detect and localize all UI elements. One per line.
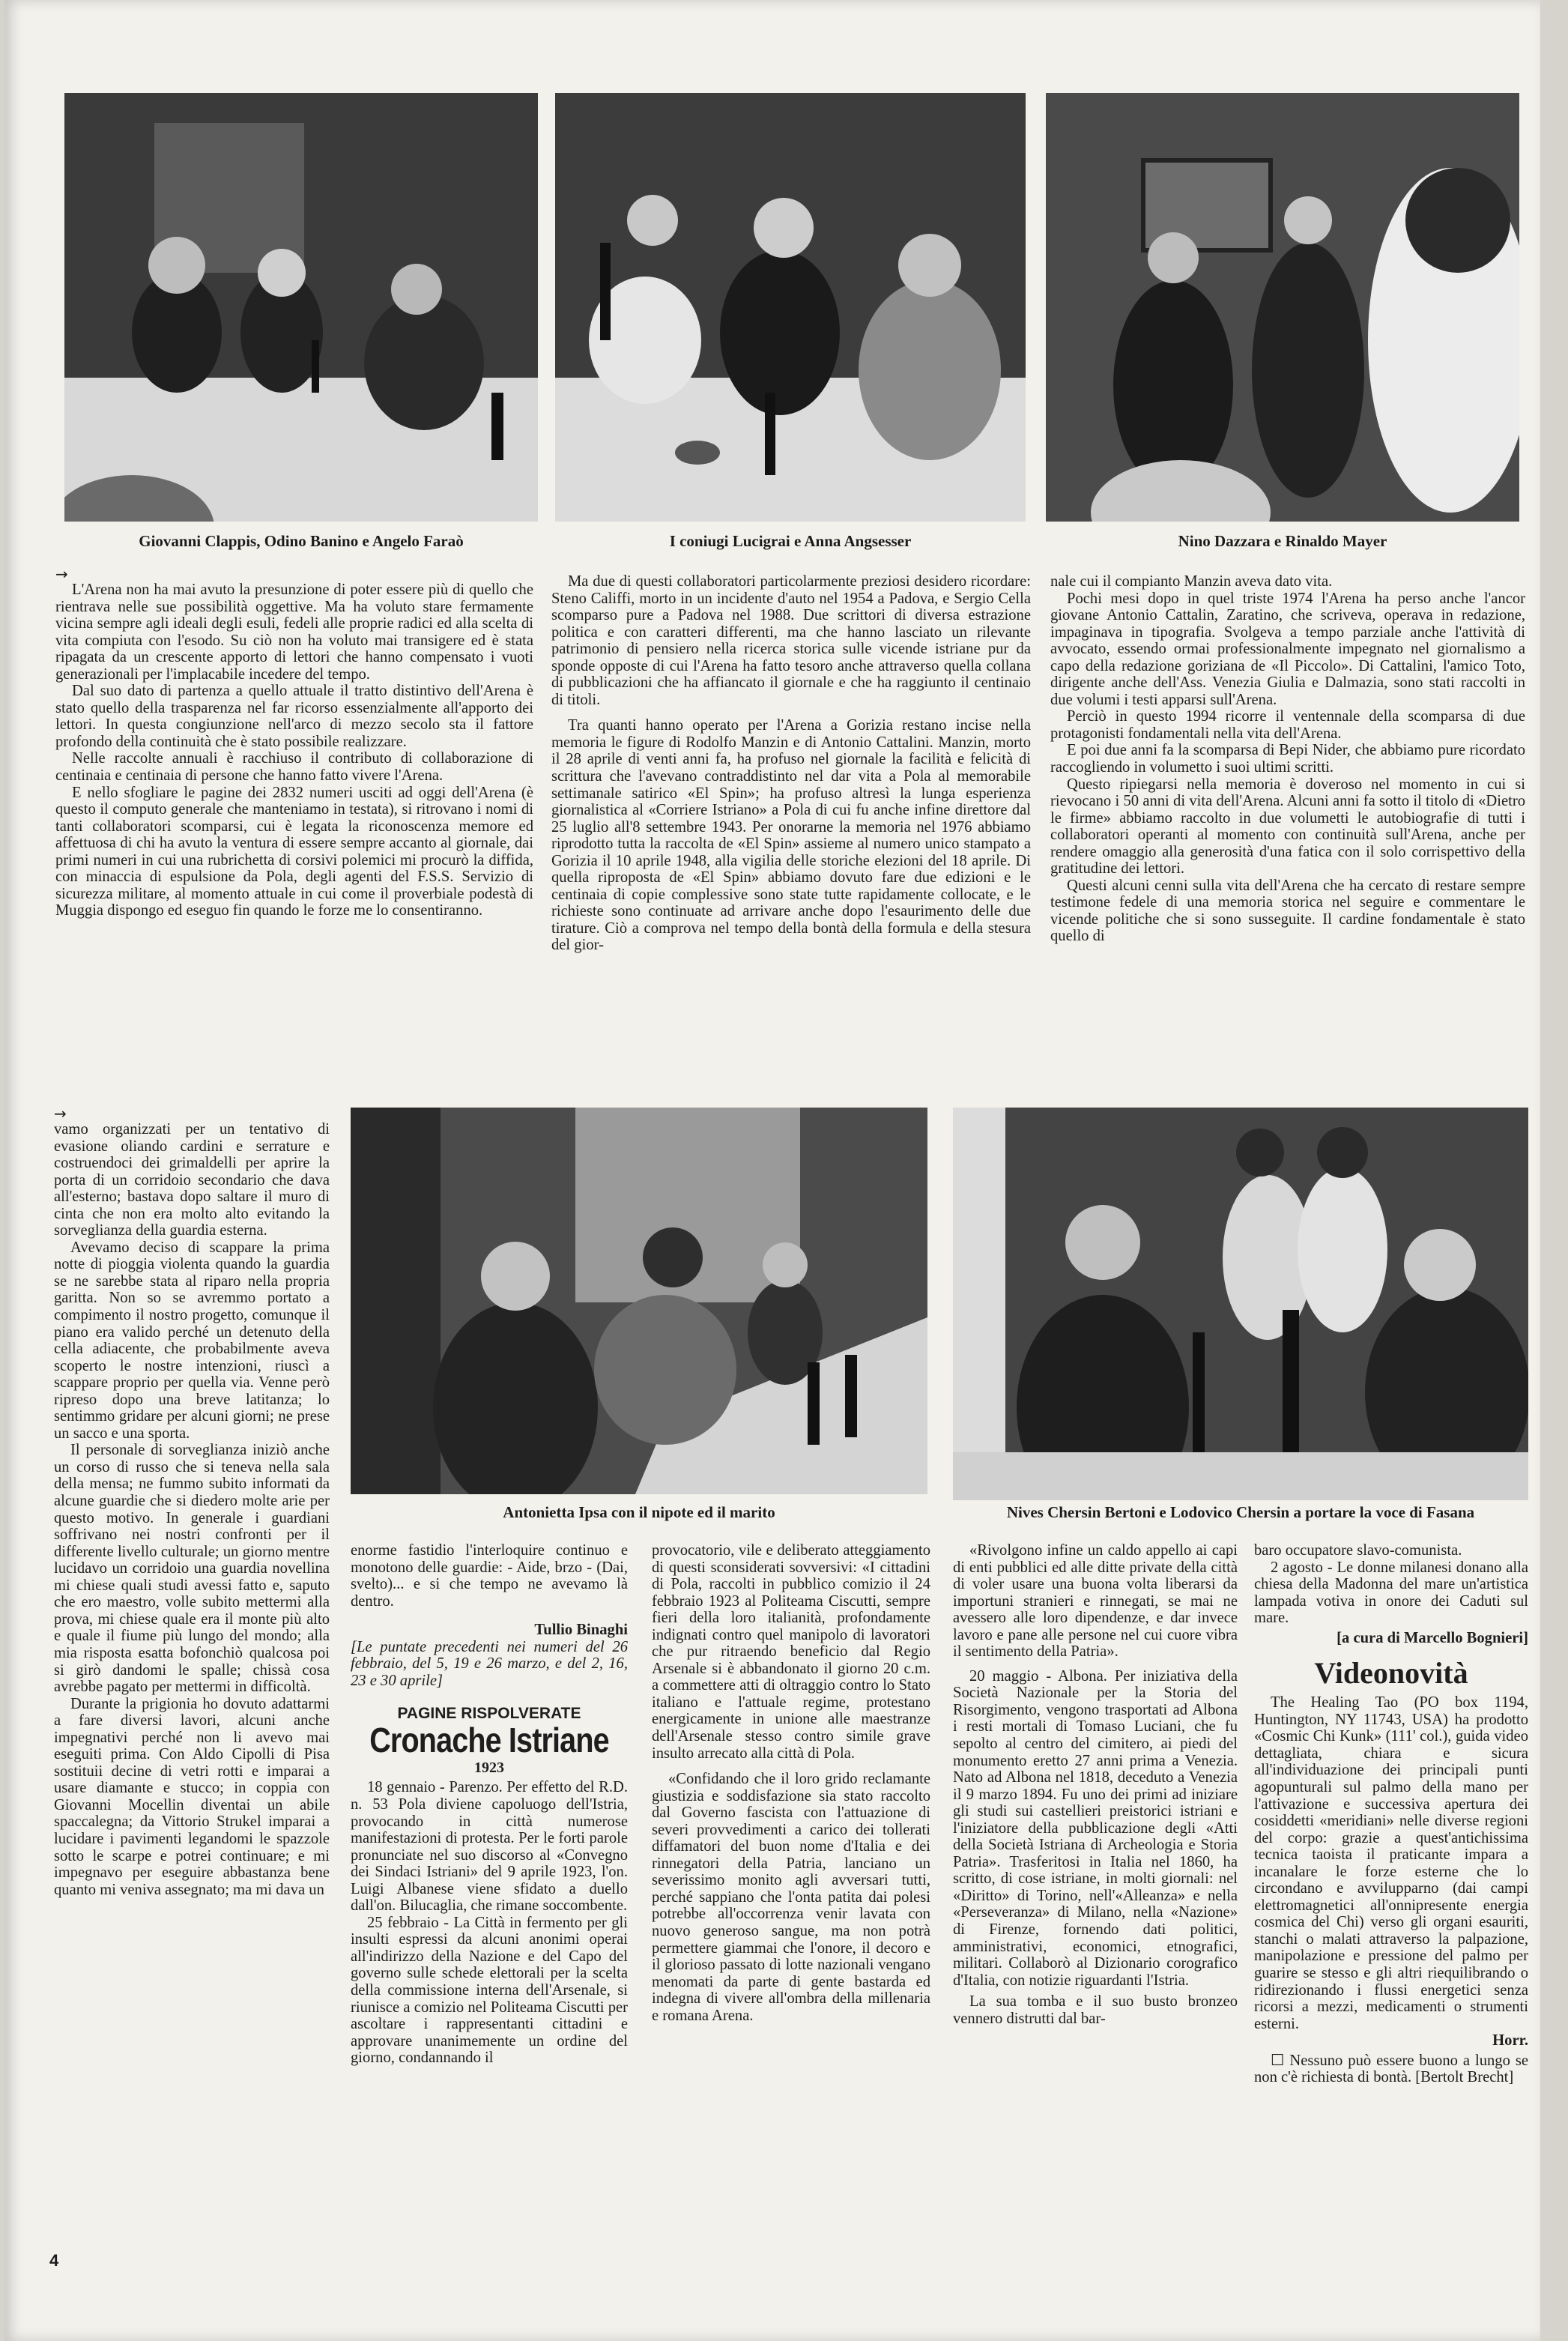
paragraph: Pochi mesi dopo in quel triste 1974 l'Arena ha perso anche l'ancor giovane Antonio Cattalin, Zaratino, che scriveva, operava in redazione, impaginava in tipografia. Svolgeva a tempo parziale anche l'attività di avvocato, essendo ormai professionalmente impegnato nel giornalismo a capo della redazione goriziana de «Il Piccolo». Di Cattalini, l'amico Toto, dirigente anche dell'Ass. Venezia Giulia e Dalmazia, sono stati raccolti in due volumi i testi apparsi sull'Arena. bbox=[1050, 590, 1525, 708]
section-rubric: PAGINE RISPOLVERATE bbox=[397, 1705, 581, 1723]
photo-dazzara-mayer bbox=[1046, 93, 1519, 522]
curator-signature: [a cura di Marcello Bognieri] bbox=[1337, 1629, 1528, 1646]
paragraph: vamo organizzati per un tentativo di evasione oliando cardini e serrature e costruendoci dei grimaldelli per aprire la porta di un corridoio secondario che dava all'esterno; bastava dopo saltare il muro di cinta che non era molto alto evitando la sorveglianza della guardia esterna. bbox=[54, 1121, 330, 1239]
paragraph: Perciò in questo 1994 ricorre il ventennale della scomparsa di due protagonisti fondamentali nella vita dell'Arena. bbox=[1050, 708, 1525, 742]
paragraph: La sua tomba e il suo busto bronzeo vennero distrutti dal bar- bbox=[953, 1993, 1238, 2027]
paragraph: 25 febbraio - La Città in fermento per gli insulti espressi da alcuni anonimi operai all'indirizzo della Nazione e del Capo del governo sulle schede elettorali per la scelta della commissione interna dell'Arsenale, si riunisce a comizio nel Politeama Ciscutti per ascoltare i rappresentanti cittadini e approvare unanimemente un ordine del giorno, condannando il bbox=[351, 1914, 628, 2067]
arena-column-2 bbox=[551, 573, 1031, 1090]
photo-caption: Giovanni Clappis, Odino Banino e Angelo Faraò bbox=[139, 532, 464, 550]
cronache-column-5 bbox=[1254, 1542, 1528, 2232]
quote: ☐ Nessuno può essere buono a lungo se non c'è richiesta di bontà. [Bertolt Brecht] bbox=[1254, 2052, 1528, 2086]
paragraph: E nello sfogliare le pagine dei 2832 numeri usciti ad oggi dell'Arena (è questo il computo generale che manteniamo in testata), si ritrovano i nomi di tanti collaboratori scomparsi, cui è legata la riconoscenza memore ed affettuosa di chi ha avuto la ventura di essere sempre accanto al giornale, dai primi numeri in cui una rubrichetta di corsivi polemici mi procurò la diffida, con minaccia di espulsione da Pola, degli agenti del F.S.S. Servizio di sicurezza militare, al momento attuale in cui come il proverbiale podestà di Muggia dispongo ed eseguo fin quando le forze me lo consentiranno. bbox=[55, 784, 533, 919]
photo-caption: I coniugi Lucigrai e Anna Angsesser bbox=[669, 532, 912, 550]
continuation-arrow: → bbox=[54, 1106, 67, 1123]
paragraph: Il personale di sorveglianza iniziò anche un corso di russo che si teneva nella sala della mensa; ne fummo subito informati da alcune guardie che si diedero molte arie per questo motivo. In generale i guardiani soffrivano nei nostri confronti per il differente livello culturale; un giorno mentre lucidavo un corridoio una guardia novellina mi chiese quali studi avessi fatto e, saputo che ero maestro, volle subito mettermi alla prova, mi chiese quale era il monte più alto e quale il fiume più lungo del mondo; alla mia risposta esatta bofonchiò qualcosa poi si girò dandomi le spalle; chissà cosa avrebbe pagato per mettermi in difficoltà. bbox=[54, 1442, 330, 1696]
arena-column-1 bbox=[55, 567, 533, 1091]
paragraph: Tra quanti hanno operato per l'Arena a Gorizia restano incise nella memoria le figure di Rodolfo Manzin e di Antonio Cattalini. Manzin, morto il 28 aprile di venti anni fa, ha profuso nel giornale la facilità e felicità di scrittura che l'avevano contraddistinto nel dar vita a Pola al memorabile settimanale satirico «El Spin»; ha profuso altresì la lunga esperienza giornalistica al «Corriere Istriano» a Pola di cui fu anche infine direttore dal 25 luglio all'8 settembre 1943. Per onorarne la memoria nel 1976 abbiamo riprodotto tutta la raccolta de «El Spin» assieme al numero unico stampato a Gorizia il 10 aprile 1948, alla vigilia delle storiche elezioni del 18 aprile. Di quella riproposta de «El Spin» abbiamo dovuto fare due edizioni e le centinaia di copie complessive sono state tutte rapidamente collocate, e le richieste sono continuate ad arrivare anche dopo l'esaurimento delle due tirature. Ciò a comprova nel tempo della bontà della formula e della stesura del gior- bbox=[551, 717, 1031, 954]
photo-caption: Antonietta Ipsa con il nipote ed il marito bbox=[503, 1503, 775, 1521]
paragraph: Questo ripiegarsi nella memoria è doveroso nel momento in cui si rievocano i 50 anni di vita dell'Arena. Alcuni anni fa sotto il titolo di «Dietro le firme» abbiamo raccolto in due volumetti le autobiografie di tutti i collaboratori operanti al momento con continuità sull'Arena, anche per rendere omaggio alla generosità d'una fatica con il solo corrispettivo della gratitudine dei lettori. bbox=[1050, 776, 1525, 878]
paragraph: provocatorio, vile e deliberato atteggiamento di questi sconsiderati sovversivi: «I cittadini di Pola, raccolti in pubblico comizio il 24 febbraio 1923 al Politeama Ciscutti, sempre fieri della loro italianità, profondamente indignati contro quel manipolo di lavoratori che pur ritraendo beneficio dal Regio Arsenale si è abbandonato il giorno 20 c.m. a commettere atti di oltraggio contro lo Stato italiano e l'attuale regime, protestano energicamente in unione alle maestranze dell'Arsenale stesso contro simile grave insulto arrecato alla città di Pola. bbox=[652, 1542, 930, 1762]
paragraph: baro occupatore slavo-comunista. bbox=[1254, 1542, 1462, 1559]
paragraph: «Confidando che il loro grido reclamante giustizia e soddisfazione sia stato raccolto dal Governo fascista con l'attuazione di severi provvedimenti a carico dei tollerati diffamatori del buon nome d'Italia e dei rinnegatori della Patria, lanciano un severissimo monito agli avversari tutti, perché sappiano che l'onta patita dai polesi potrebbe all'occorrenza venir lavata con nuovo generoso sangue, ma non potrà permettere giammai che l'onore, il decoro e il glorioso passato di lotte nazionali vengano menomati da parte di gente bastarda ed indegna di vivere all'ombra della millenaria e romana Arena. bbox=[652, 1771, 930, 2024]
video-section-title: Videonovità bbox=[1314, 1656, 1468, 1691]
arena-column-3 bbox=[1050, 573, 1525, 1090]
page-number: 4 bbox=[49, 2251, 59, 2270]
paragraph: The Healing Tao (PO box 1194, Huntington, NY 11743, USA) ha prodotto «Cosmic Chi Kunk» (111' col.), guida video dettagliata, chiara e sicura all'individuazione dei principali punti agopunturali sul palmo della mano per l'attivazione e successiva apertura dei cosiddetti «meridiani» nelle diverse regioni del corpo: grazie a quest'antichissima tecnica taoista il praticante impara a incanalare le forze esterne che lo circondano e avvilupparno (dai campi elettromagnetici all'onnipresente energia cosmica del Chi) verso gli organi esauriti, stanchi o malati attraverso la palpazione, manipolazione e pressione del palmo per guarire se stesso e gli altri riequilibrando o ridirezionando i flussi energetici senza ricorsi a mezzi, medicamenti o strumenti esterni. bbox=[1254, 1694, 1528, 2032]
paragraph: L'Arena non ha mai avuto la presunzione di poter essere più di quello che rientrava nelle sue possibilità oggettive. Ma ha voluto stare fermamente vicina sempre agli ideali degli esuli, fedeli alle proprie radici ed alla scelta di vita compiuta con l'esodo. Su ciò non ha voluto mai transigere ed è stata ripagata da un crescente apporto di lettori che hanno compensato i vuoti generazionali per l'implacabile incedere del tempo. bbox=[55, 582, 533, 683]
story-column-2 bbox=[351, 1542, 628, 2232]
previous-installments-note: [Le puntate precedenti nei numeri del 26 febbraio, del 5, 19 e 26 marzo, e del 2, 16, 23 e 30 aprile] bbox=[351, 1638, 628, 1689]
continuation-arrow: → bbox=[55, 567, 68, 583]
photo-caption: Nino Dazzara e Rinaldo Mayer bbox=[1178, 532, 1387, 550]
paragraph: nale cui il compianto Manzin aveva dato vita. bbox=[1050, 573, 1333, 590]
paragraph: «Rivolgono infine un caldo appello ai capi di enti pubblici ed alle ditte private della città di voler usare una buona volta liberarsi da importuni stranieri e rinnegati, se mai ne avessero alle loro dipendenze, e dar invece lavoro e pane alle persone nel cui cuore vibra il sentimento della Patria». bbox=[953, 1542, 1238, 1661]
photo-antonietta-ipsa bbox=[351, 1108, 927, 1494]
section-year: 1923 bbox=[474, 1759, 504, 1776]
paragraph: enorme fastidio l'interloquire continuo e monotono delle guardie: - Aide, brzo - (Dai, svelto)... e si che tempo ne avevamo là dentro. bbox=[351, 1542, 628, 1610]
photo-lucigrai-angsesser bbox=[555, 93, 1026, 522]
paragraph: 18 gennaio - Parenzo. Per effetto del R.D. n. 53 Pola diviene capoluogo dell'Istria, provocando in città numerose manifestazioni di protesta. Per le forti parole pronunciate nel suo discorso al «Convegno dei Sindaci Istriani» del 9 aprile 1923, l'on. Luigi Albanese viene sfidato a duello dall'on. Bilucaglia, che rimane soccombente. bbox=[351, 1779, 628, 1915]
paragraph: E poi due anni fa la scomparsa di Bepi Nider, che abbiamo pure ricordato raccogliendo in volumetto i suoi ultimi scritti. bbox=[1050, 742, 1525, 776]
cronache-column-4 bbox=[953, 1542, 1238, 2232]
video-author: Horr. bbox=[1492, 2032, 1528, 2049]
section-headline: Cronache Istriane bbox=[369, 1720, 609, 1759]
photo-chersin-bertoni bbox=[953, 1108, 1528, 1500]
photo-clappis-banino-farao bbox=[64, 93, 538, 522]
paragraph: Durante la prigionia ho dovuto adattarmi a fare diversi lavori, alcuni anche impegnativi perché non li avevo mai eseguiti prima. Con Aldo Cipolli di Pisa sostituii decine di vetri rotti e imparai a usare diamante e stucco; in coppia con Giovanni Mocellin diventai un abile spaccalegna; da Vittorio Strukel imparai a lucidare i pavimenti legandomi le spazzole sotto le scarpe e potrei continuare; e mi impegnavo per eseguire abbastanza bene quanto mi veniva assegnato; ma mi dava un bbox=[54, 1695, 330, 1898]
paragraph: Questi alcuni cenni sulla vita dell'Arena che ha cercato di restare sempre testimone fedele di una memoria storica nel seguire e commentare le vicende politiche che si sono susseguite. Il cardine fondamentale è stato quello di bbox=[1050, 877, 1525, 945]
paragraph: Ma due di questi collaboratori particolarmente preziosi desidero ricordare: Steno Califfi, morto in un incidente d'auto nel 1954 a Padova, e Sergio Cella scomparso pure a Padova nel 1988. Due scrittori di diversa estrazione politica e con caratteri differenti, ma che hanno lasciato un rilevante patrimonio di pensiero nella ricerca storica sulle vicende istriane pur da sponde opposte di cui l'Arena ha fatto tesoro anche attraverso quella collana di pubblicazioni che ha affiancato il giornale e che ha raggiunto il centinaio di titoli. bbox=[551, 573, 1031, 708]
paragraph: Dal suo dato di partenza a quello attuale il tratto distintivo dell'Arena è stato quello della trasparenza nel far ricorso essenzialmente all'apporto dei lettori. In questa congiunzione nell'arco di mezzo secolo sta il fattore profondo della continuità che è stato possibile realizzare. bbox=[55, 683, 533, 750]
paragraph: 20 maggio - Albona. Per iniziativa della Società Nazionale per la Storia del Risorgimento, vengono trasportati ad Albona i resti mortali di Tomaso Luciani, che fu sepolto al centro del cimitero, ai piedi del monumento eretto 27 anni prima a Venezia. Nato ad Albona nel 1818, deceduto a Venezia il 9 marzo 1894. Fu uno dei primi ad iniziare gli studi sui castellieri preistorici istriani e l'iniziatore della pubblicazione degli «Atti della Società Istriana di Archeologia e Storia Patria». Trasferitosi in Italia nel 1860, ha scritto, di cose istriane, in molti giornali: nel «Diritto» di Torino, nell'«Alleanza» e nella «Perseveranza» di Milano, nella «Nazione» di Firenze, fornendo dati politici, amministrativi, economici, etnografici, militari. Collaborò al Dizionario corografico d'Italia, con notizie riguardanti l'Istria. bbox=[953, 1667, 1238, 1989]
paragraph: 2 agosto - Le donne milanesi donano alla chiesa della Madonna del mare un'artistica lampada votiva in onore dei Caduti sul mare. bbox=[1254, 1559, 1528, 1627]
story-column-1 bbox=[54, 1106, 330, 2232]
newspaper-page bbox=[4, 0, 1540, 2341]
cronache-column-3 bbox=[652, 1542, 930, 2232]
paragraph: Avevamo deciso di scappare la prima notte di pioggia violenta quando la guardia se ne sarebbe stata al riparo nella propria garitta. Non so se avremmo portato a compimento il nostro progetto, comunque il piano era valido perché un detenuto della cella adiacente, che probabilmente aveva scoperto le nostre intenzioni, riuscì a scappare proprio per quella via. Venne però ripreso dopo una breve latitanza; lo sentimmo gridare per alcuni giorni; ne prese un sacco e una sporta. bbox=[54, 1239, 330, 1442]
paragraph: Nelle raccolte annuali è racchiuso il contributo di collaborazione di centinaia e centinaia di persone che hanno fatto vivere l'Arena. bbox=[55, 750, 533, 785]
photo-caption: Nives Chersin Bertoni e Lodovico Chersin a portare la voce di Fasana bbox=[1006, 1503, 1475, 1521]
author-signature: Tullio Binaghi bbox=[534, 1622, 628, 1639]
